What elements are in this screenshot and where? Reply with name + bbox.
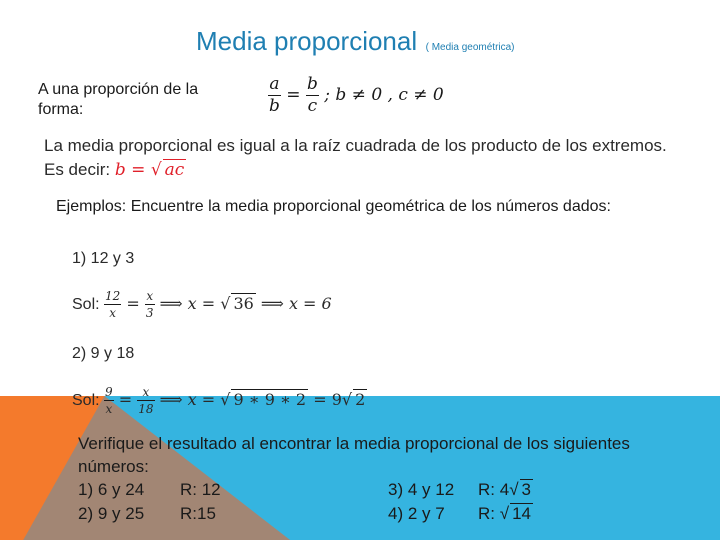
rule-line-1: La media proporcional es igual a la raíz cuadrada de los producto de los extremos.	[44, 136, 667, 155]
practice-item-2: 2) 9 y 25	[78, 504, 145, 523]
practice-answer-3	[478, 478, 533, 501]
rule-formula	[115, 160, 186, 180]
fraction-12-x	[104, 290, 121, 319]
practice-row-2	[78, 502, 678, 525]
examples-heading: Ejemplos: Encuentre la media proporcional geométrica de los números dados:	[56, 198, 611, 215]
numerator: a	[269, 74, 280, 94]
equals-sign: =	[286, 85, 301, 105]
title-sub: ( Media geométrica)	[425, 42, 515, 53]
rule-prefix: Es decir:	[44, 160, 111, 179]
numerator: 12	[105, 289, 121, 303]
rule-line-2	[44, 158, 667, 182]
practice-heading: Verifique el resultado al encontrar la media proporcional de los siguientes números:	[78, 434, 630, 476]
numerator: x	[137, 386, 154, 401]
denominator: b	[269, 96, 280, 116]
numerator: x	[146, 289, 154, 303]
sol-label: Sol:	[72, 296, 100, 313]
radicand: 9 ∗ 9 ∗ 2	[233, 390, 307, 409]
solution-math	[104, 385, 367, 416]
step-text: ⟹ x =	[159, 390, 221, 409]
equals-sign: =	[126, 294, 140, 313]
practice-section	[78, 432, 678, 523]
sol-label: Sol:	[72, 392, 100, 409]
practice-row-1	[78, 478, 678, 501]
sqrt-icon: √	[499, 504, 510, 523]
example-2-label: 2) 9 y 18	[72, 345, 135, 362]
rule-b: b	[114, 160, 126, 180]
radicand: 36	[233, 294, 254, 313]
sqrt-icon: √	[220, 390, 231, 409]
sqrt-icon: √	[341, 390, 353, 409]
fraction-x-18	[137, 386, 154, 415]
example-2-solution	[72, 386, 367, 415]
rule-radicand: ac	[164, 160, 185, 180]
sqrt-icon: √	[150, 160, 162, 180]
example-1-label: 1) 12 y 3	[72, 250, 135, 267]
formula-condition: ; b ≠ 0 , c ≠ 0	[324, 85, 444, 105]
proportion-formula	[268, 76, 444, 115]
slide-title	[196, 26, 515, 57]
answer-radicand: 3	[521, 480, 531, 499]
denominator: 3	[145, 306, 154, 320]
denominator: x	[105, 402, 113, 416]
denominator: x	[109, 306, 117, 320]
equals-sign: =	[118, 390, 133, 409]
radicand-2: 2	[355, 390, 366, 409]
fraction-a-b	[268, 76, 281, 115]
practice-answer-4	[478, 502, 533, 525]
sqrt-icon: √	[509, 480, 519, 499]
sqrt-icon: √	[220, 294, 231, 313]
step-text: ⟹ x =	[159, 294, 221, 313]
title-main: Media proporcional	[196, 26, 418, 56]
practice-item-4: 4) 2 y 7	[388, 504, 445, 523]
practice-answer-1: R: 12	[180, 480, 221, 499]
result-text: = 9	[308, 390, 342, 409]
answer-radicand: 14	[512, 504, 531, 523]
fraction-b-c	[306, 76, 319, 115]
denominator: 18	[138, 402, 154, 416]
rule-equals: =	[131, 160, 146, 180]
numerator: 9	[105, 385, 113, 399]
result-text: ⟹ x = 6	[260, 294, 332, 313]
practice-item-3: 3) 4 y 12	[388, 480, 455, 499]
fraction-9-x	[104, 386, 114, 415]
solution-math	[104, 289, 332, 320]
intro-text: A una proporción de la forma:	[38, 81, 199, 118]
denominator: c	[307, 96, 318, 116]
answer-prefix: R:	[478, 504, 500, 523]
answer-prefix: R: 4	[478, 480, 510, 499]
numerator: b	[306, 74, 318, 94]
example-1-solution	[72, 290, 332, 319]
fraction-x-3	[145, 290, 155, 319]
practice-answer-2: R:15	[180, 504, 216, 523]
rule-text	[44, 134, 667, 182]
practice-item-1: 1) 6 y 24	[78, 480, 145, 499]
